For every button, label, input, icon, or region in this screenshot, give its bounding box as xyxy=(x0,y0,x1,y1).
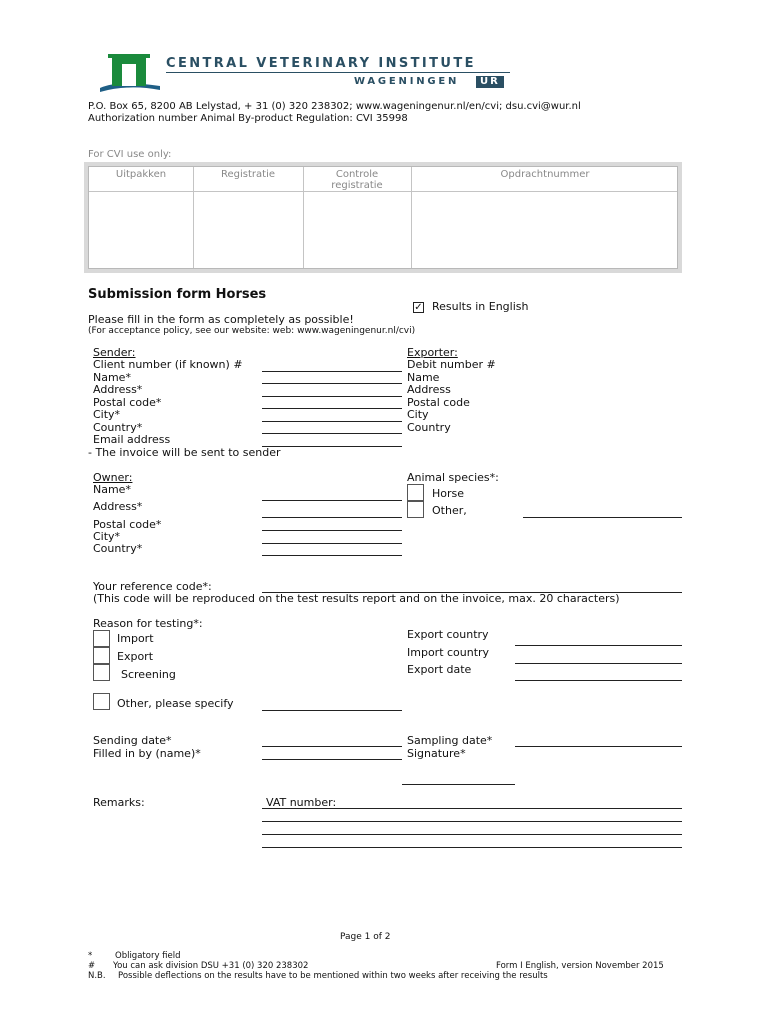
reason-import-label: Import xyxy=(117,632,154,645)
form-version: Form I English, version November 2015 xyxy=(496,961,664,971)
owner-name-field[interactable] xyxy=(262,500,402,501)
owner-postal-field[interactable] xyxy=(262,530,402,531)
sender-city-field[interactable] xyxy=(262,421,402,422)
export-country-field[interactable] xyxy=(515,645,682,646)
owner-country: Country* xyxy=(93,542,143,555)
sender-postal: Postal code* xyxy=(93,396,162,409)
export-country-label: Export country xyxy=(407,628,489,641)
footnote-3-text: Possible deflections on the results have to be mentioned within two weeks after receiving the results xyxy=(118,971,548,981)
species-other-field[interactable] xyxy=(523,517,682,518)
import-country-field[interactable] xyxy=(515,663,682,664)
owner-address: Address* xyxy=(93,500,143,513)
footnote-3-symbol: N.B. xyxy=(88,971,106,981)
cvi-col-opdrachtnummer: Opdrachtnummer xyxy=(500,169,590,180)
reference-note: (This code will be reproduced on the test results report and on the invoice, max. 20 characters) xyxy=(93,592,620,605)
form-title: Submission form Horses xyxy=(88,287,267,302)
vat-number-label: VAT number: xyxy=(266,796,337,809)
sampling-date-label: Sampling date* xyxy=(407,734,493,747)
remarks-line-2[interactable] xyxy=(262,821,682,822)
signature-label: Signature* xyxy=(407,747,466,760)
reason-export-checkbox[interactable] xyxy=(93,647,110,664)
exporter-postal: Postal code xyxy=(407,396,470,409)
owner-address-field[interactable] xyxy=(262,517,402,518)
org-name: CENTRAL VETERINARY INSTITUTE xyxy=(166,56,476,71)
filled-in-by-label: Filled in by (name)* xyxy=(93,747,201,760)
species-other-checkbox[interactable] xyxy=(407,501,424,518)
authorization-line: Authorization number Animal By-product Regulation: CVI 35998 xyxy=(88,113,408,124)
sender-country-field[interactable] xyxy=(262,433,402,434)
results-english-label: Results in English xyxy=(432,300,529,313)
sending-date-field[interactable] xyxy=(262,746,402,747)
sender-client-number: Client number (if known) # xyxy=(93,358,243,371)
remarks-line-4[interactable] xyxy=(262,847,682,848)
sender-name: Name* xyxy=(93,371,131,384)
footnote-1-symbol: * xyxy=(88,951,93,961)
remarks-label: Remarks: xyxy=(93,796,145,809)
invoice-note: - The invoice will be sent to sender xyxy=(88,446,281,459)
footnote-2-text: You can ask division DSU +31 (0) 320 238302 xyxy=(113,961,309,971)
org-divider xyxy=(166,72,510,73)
sender-email: Email address xyxy=(93,433,171,446)
reason-export-label: Export xyxy=(117,650,154,663)
sender-country: Country* xyxy=(93,421,143,434)
exporter-address: Address xyxy=(407,383,451,396)
owner-city-field[interactable] xyxy=(262,543,402,544)
species-heading: Animal species*: xyxy=(407,471,499,484)
exporter-debit-number: Debit number # xyxy=(407,358,496,371)
sender-client-number-field[interactable] xyxy=(262,371,402,372)
reference-label: Your reference code*: xyxy=(93,580,212,593)
reason-screening-label: Screening xyxy=(121,668,176,681)
fill-instruction: Please fill in the form as completely as possible! xyxy=(88,313,354,326)
cvi-logo xyxy=(98,50,162,100)
cvi-col-uitpakken: Uitpakken xyxy=(115,169,167,180)
sender-email-field[interactable] xyxy=(262,446,402,447)
cvi-use-label: For CVI use only: xyxy=(88,149,172,160)
exporter-country: Country xyxy=(407,421,451,434)
org-sub-right: UR xyxy=(476,76,504,88)
footnote-2-symbol: # xyxy=(88,961,96,971)
remarks-line-3[interactable] xyxy=(262,834,682,835)
address-line: P.O. Box 65, 8200 AB Lelystad, + 31 (0) 320 238302; www.wageningenur.nl/en/cvi; dsu.cvi@wur.nl xyxy=(88,101,581,112)
reason-import-checkbox[interactable] xyxy=(93,630,110,647)
sender-heading: Sender: xyxy=(93,346,136,359)
species-horse-checkbox[interactable] xyxy=(407,484,424,501)
org-sub-left: WAGENINGEN xyxy=(354,76,460,87)
reason-other-field[interactable] xyxy=(262,710,402,711)
exporter-heading: Exporter: xyxy=(407,346,458,359)
export-date-field[interactable] xyxy=(515,680,682,681)
owner-heading: Owner: xyxy=(93,471,133,484)
cvi-col-controle: Controle registratie xyxy=(331,169,383,191)
page-number: Page 1 of 2 xyxy=(340,932,391,942)
reason-other-label: Other, please specify xyxy=(117,697,234,710)
owner-postal: Postal code* xyxy=(93,518,162,531)
sampling-date-field[interactable] xyxy=(515,746,682,747)
remarks-line-1[interactable] xyxy=(262,808,682,809)
reason-heading: Reason for testing*: xyxy=(93,617,203,630)
reason-other-checkbox[interactable] xyxy=(93,693,110,710)
export-date-label: Export date xyxy=(407,663,472,676)
signature-field[interactable] xyxy=(402,784,515,785)
species-horse-label: Horse xyxy=(432,487,465,500)
reason-screening-checkbox[interactable] xyxy=(93,664,110,681)
exporter-name: Name xyxy=(407,371,440,384)
cvi-col-registratie: Registratie xyxy=(221,169,275,180)
exporter-city: City xyxy=(407,408,429,421)
footnote-1-text: Obligatory field xyxy=(115,951,181,961)
sender-postal-field[interactable] xyxy=(262,408,402,409)
cvi-use-table xyxy=(84,162,682,273)
sender-name-field[interactable] xyxy=(262,383,402,384)
sending-date-label: Sending date* xyxy=(93,734,172,747)
sender-city: City* xyxy=(93,408,121,421)
owner-name: Name* xyxy=(93,483,131,496)
owner-country-field[interactable] xyxy=(262,555,402,556)
policy-note: (For acceptance policy, see our website: web: www.wageningenur.nl/cvi) xyxy=(88,326,416,336)
species-other-label: Other, xyxy=(432,504,467,517)
sender-address-field[interactable] xyxy=(262,396,402,397)
filled-in-by-field[interactable] xyxy=(262,759,402,760)
owner-city: City* xyxy=(93,530,121,543)
results-english-checkbox[interactable]: ✓ xyxy=(414,302,423,313)
import-country-label: Import country xyxy=(407,646,490,659)
sender-address: Address* xyxy=(93,383,143,396)
